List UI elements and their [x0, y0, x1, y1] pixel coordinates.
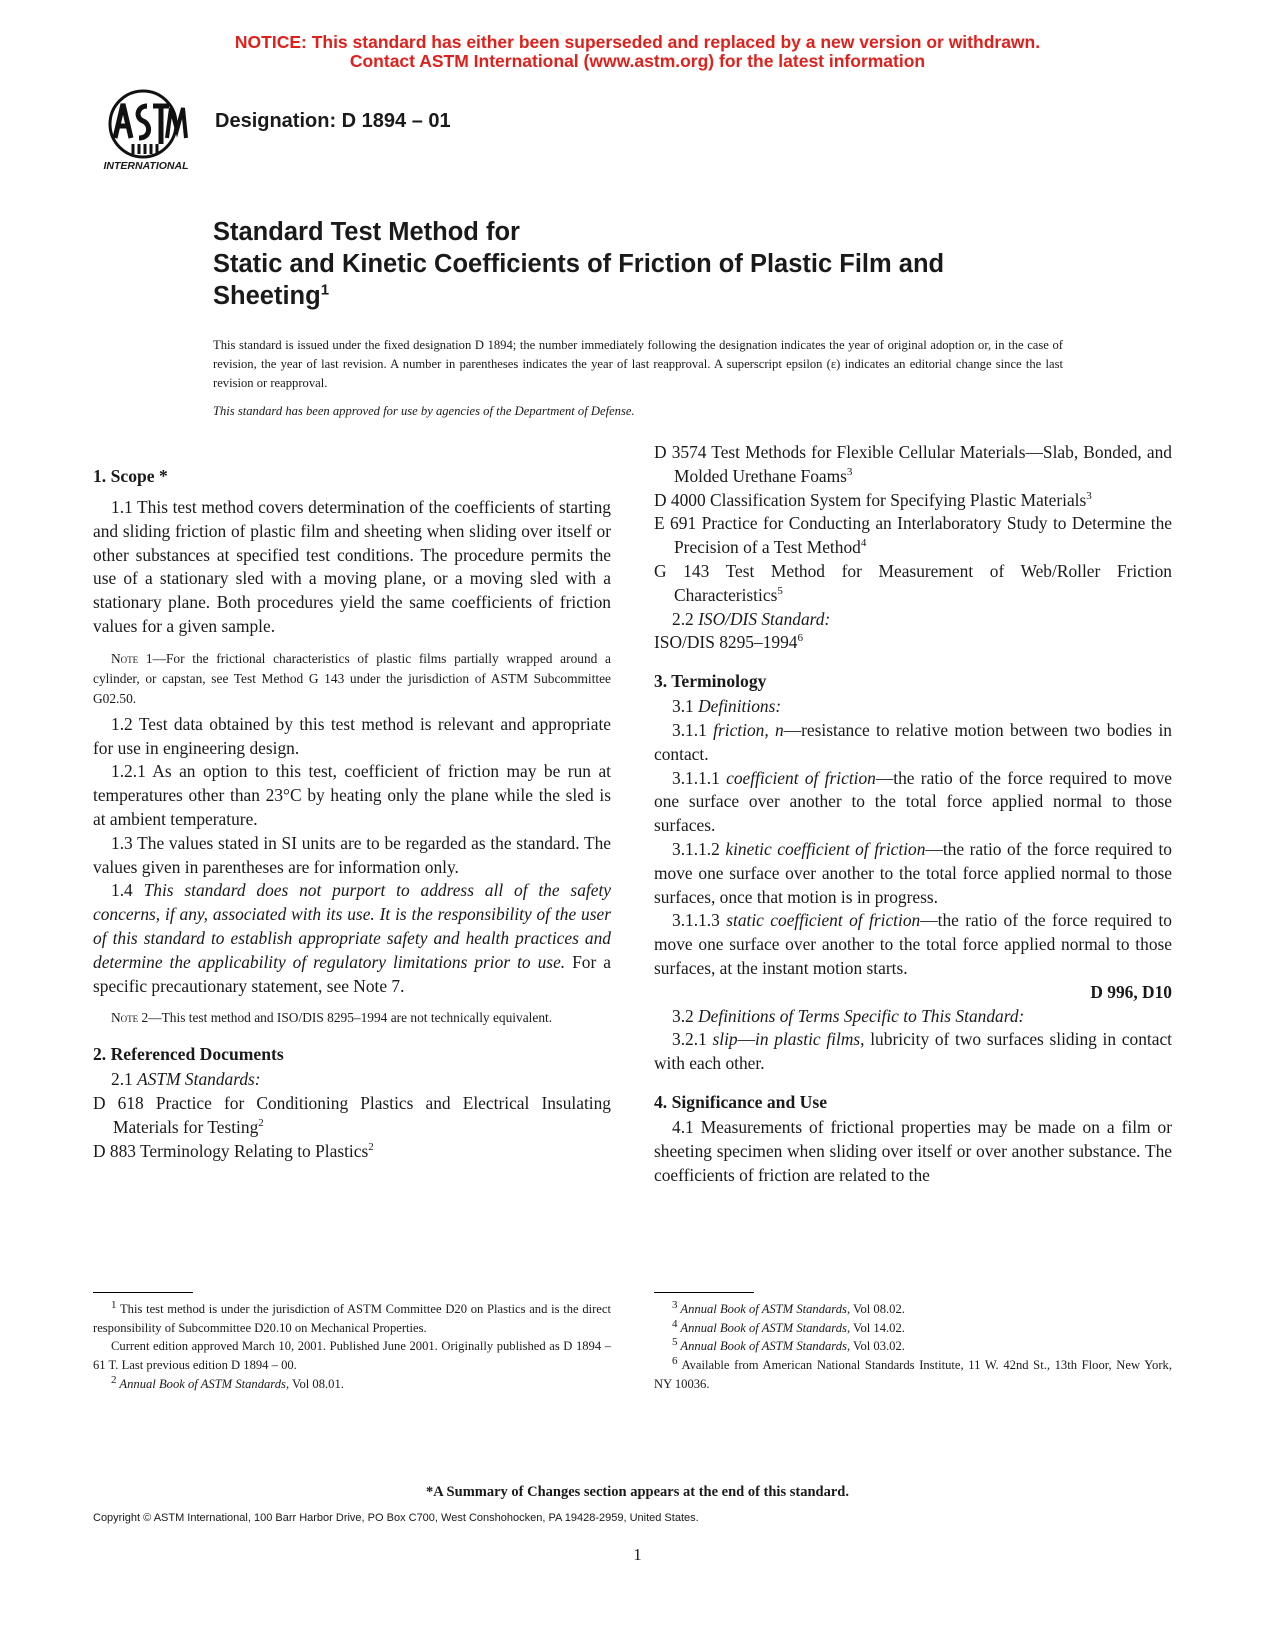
- ref-e691-text: E 691 Practice for Conducting an Interlaboratory Study to Determine the Precision of a Test Method: [654, 513, 1172, 558]
- note-2-label: Note: [111, 1010, 139, 1026]
- document-title: [213, 216, 1093, 312]
- para-3-1-1-2-text: —the ratio of the force required to move one surface over another to the total force applied normal to those surfaces, once that motion is in progress.: [654, 838, 1173, 907]
- para-1-3: 1.3 The values stated in SI units are to be regarded as the standard. The values given in parentheses are for information only.: [93, 832, 611, 877]
- para-3-1-1-2: [654, 838, 1172, 909]
- footnote-6-text: Available from American National Standards Institute, 11 W. 42nd St., 13th Floor, New York, NY 10036.: [654, 1358, 1172, 1391]
- para-3-1-1-text: —resistance to relative motion between two bodies in contact.: [654, 719, 1172, 764]
- para-3-1-label: Definitions:: [698, 696, 782, 717]
- footnote-2: [93, 1375, 611, 1394]
- ref-d3574-sup: 3: [846, 466, 853, 478]
- ref-g143-text: G 143 Test Method for Measurement of Web/Roller Friction Characteristics: [654, 560, 1172, 605]
- right-column: [654, 441, 1172, 1187]
- dod-approval-note: This standard has been approved for use by agencies of the Department of Defense.: [213, 404, 635, 418]
- para-1-4-caveat: This standard does not purport to address all of the safety concerns, if any, associated with its use. It is the responsibility of the user of this standard to establish appropriate safety and health practices and determine the applicability of regulatory limitations prior to use.: [93, 880, 611, 972]
- logo-subtext: INTERNATIONAL: [103, 160, 189, 172]
- section-significance-heading: 4. Significance and Use: [654, 1091, 828, 1112]
- ref-d4000-text: D 4000 Classification System for Specifying Plastic Materials: [654, 489, 1087, 510]
- para-1-4-num: 1.4: [111, 880, 144, 901]
- note-2-text: 2—This test method and ISO/DIS 8295–1994 are not technically equivalent.: [138, 1010, 553, 1026]
- para-3-2: [654, 1005, 1172, 1029]
- note-1-text: 1—For the frictional characteristics of plastic films partially wrapped around a cylinder, or capstan, see Test Method G 143 under the jurisdiction of ASTM Subcommittee G02.50.: [93, 650, 611, 706]
- para-3-1-1-3-text: —the ratio of the force required to move one surface over another to the total force applied normal to those surfaces, at the instant motion starts.: [654, 910, 1173, 978]
- ref-d3574: [654, 441, 1172, 489]
- para-1-1: 1.1 This test method covers determination of the coefficients of starting and sliding friction of plastic film and sheeting when sliding over itself or other substances at specified test conditions. The procedure permits the use of a stationary sled with a moving plane, or a moving sled with a stationary plane. Both procedures yield the same coefficients of friction values for a given sample.: [93, 497, 611, 636]
- para-3-1-1-term: friction, n: [713, 719, 784, 740]
- page-number: 1: [633, 1545, 642, 1564]
- title-line-3: [213, 280, 1093, 312]
- footnote-3-text: , Vol 08.02.: [846, 1302, 905, 1316]
- footnotes-left: [93, 1300, 611, 1394]
- ref-d4000: [654, 489, 1172, 513]
- para-3-1-1-2-num: 3.1.1.2: [672, 838, 726, 859]
- footnote-1: [93, 1300, 611, 1337]
- footnote-1-mark: 1: [111, 1298, 117, 1311]
- footnote-2-text: , Vol 08.01.: [285, 1376, 344, 1391]
- footnote-6-mark: 6: [672, 1354, 678, 1367]
- para-2-1: [93, 1068, 611, 1092]
- ref-d883-sup: 2: [368, 1140, 374, 1153]
- summary-of-changes-note: *A Summary of Changes section appears at the end of this standard.: [426, 1484, 849, 1500]
- para-3-2-1: [654, 1028, 1172, 1076]
- section-refdocs-heading: 2. Referenced Documents: [93, 1044, 284, 1065]
- ref-d618: [93, 1092, 611, 1140]
- section-terminology-heading: 3. Terminology: [654, 671, 767, 692]
- ref-d883-text: D 883 Terminology Relating to Plastics: [93, 1140, 369, 1161]
- para-3-1-1-1-num: 3.1.1.1: [672, 767, 727, 788]
- para-3-1-1-3: [654, 909, 1172, 980]
- footnote-rule-left: [93, 1292, 193, 1293]
- para-2-2: [654, 608, 1172, 632]
- copyright: Copyright © ASTM International, 100 Barr Harbor Drive, PO Box C700, West Conshohocken, PA 19428-2959, United States.: [93, 1512, 699, 1524]
- para-3-1-1-num: 3.1.1: [672, 719, 714, 740]
- footnote-rule-right: [654, 1292, 754, 1293]
- para-2-1-label: ASTM Standards:: [137, 1069, 261, 1090]
- para-3-2-1-qualifier: in plastic films: [755, 1029, 861, 1050]
- footnote-4-text: , Vol 14.02.: [846, 1320, 905, 1335]
- ref-iso-sup: 6: [797, 632, 803, 645]
- footnote-1-text: This test method is under the jurisdiction of ASTM Committee D20 on Plastics and is the direct responsibility of Subcommittee D20.10 on Mechanical Properties.: [93, 1302, 611, 1335]
- footnotes-right: [654, 1300, 1172, 1394]
- astm-logo: [93, 88, 199, 182]
- notice-banner: [0, 33, 1275, 71]
- ref-g143: [654, 560, 1172, 608]
- para-1-2: 1.2 Test data obtained by this test method is relevant and appropriate for use in engineering design.: [93, 713, 611, 758]
- para-3-1-num: 3.1: [672, 696, 699, 717]
- para-4-1: 4.1 Measurements of frictional properties may be made on a film or sheeting specimen when sliding over itself or over another substance. The coefficients of friction are related to the: [654, 1116, 1172, 1185]
- footnote-5-mark: 5: [672, 1336, 678, 1349]
- para-1-4-rest: For a specific precautionary statement, see Note 7.: [93, 951, 612, 996]
- para-3-2-1-text: , lubricity of two surfaces sliding in contact with each other.: [654, 1029, 1172, 1074]
- footnote-1-edition: Current edition approved March 10, 2001. Published June 2001. Originally published as D 1894 – 61 T. Last previous edition D 1894 – 00.: [93, 1339, 611, 1373]
- para-3-2-1-term: slip: [712, 1029, 738, 1050]
- para-2-1-num: 2.1: [111, 1069, 138, 1090]
- para-2-2-num: 2.2: [672, 608, 699, 629]
- footnote-5-source: Annual Book of ASTM Standards: [677, 1339, 847, 1354]
- footnote-4: [654, 1319, 1172, 1338]
- ref-g143-sup: 5: [777, 584, 783, 597]
- para-3-1-1-3-term: static coefficient of friction: [726, 910, 921, 931]
- para-1-4: [93, 879, 611, 998]
- title-line-1: Standard Test Method for: [213, 218, 520, 246]
- notice-line-2: Contact ASTM International (www.astm.org) for the latest information: [349, 51, 926, 71]
- ref-d618-text: D 618 Practice for Conditioning Plastics and Electrical Insulating Materials for Testing: [93, 1093, 611, 1137]
- para-1-2-1: 1.2.1 As an option to this test, coefficient of friction may be run at temperatures other than 23°C by heating only the plane while the sled is at ambient temperature.: [93, 761, 611, 829]
- footnote-3-mark: 3: [672, 1298, 678, 1311]
- para-3-1-1-3-num: 3.1.1.3: [672, 910, 727, 931]
- para-3-1-1-3-ref: D 996, D10: [1090, 981, 1172, 1002]
- ref-e691: [654, 512, 1172, 560]
- para-3-2-1-dash: —: [737, 1029, 756, 1050]
- note-1-label: Note: [111, 650, 139, 666]
- note-1: [93, 649, 611, 709]
- preamble-text: This standard is issued under the fixed designation D 1894; the number immediately following the designation indicates the year of original adoption or, in the case of revision, the year of last revision. A number in parentheses indicates the year of last reapproval. A superscript epsilon (ε) indicates an editorial change since the last revision or reapproval.: [213, 338, 1063, 390]
- section-scope-heading: 1. Scope *: [93, 466, 168, 486]
- ref-d618-sup: 2: [258, 1117, 264, 1130]
- para-3-2-num: 3.2: [672, 1005, 699, 1026]
- footnote-2-mark: 2: [111, 1373, 117, 1386]
- footnote-6: [654, 1356, 1172, 1393]
- para-2-2-label: ISO/DIS Standard:: [698, 608, 831, 629]
- para-3-1: [654, 695, 1172, 719]
- left-column: [93, 464, 611, 1164]
- footnote-5-text: , Vol 03.02.: [846, 1339, 905, 1354]
- para-3-1-1-2-term: kinetic coefficient of friction: [725, 838, 926, 859]
- para-3-1-1-1-text: —the ratio of the force required to move one surface over another to the total force applied normal to those surfaces.: [654, 767, 1172, 836]
- ref-iso: [654, 631, 1172, 655]
- para-3-1-1-1: [654, 767, 1172, 838]
- footnote-3-source: Annual Book of ASTM Standards: [677, 1302, 847, 1316]
- ref-e691-sup: 4: [860, 537, 867, 550]
- footnote-4-mark: 4: [672, 1317, 678, 1330]
- footnote-2-source: Annual Book of ASTM Standards: [116, 1376, 286, 1391]
- title-line-3-text: Sheeting: [213, 282, 321, 310]
- ref-iso-text: ISO/DIS 8295–1994: [654, 632, 798, 653]
- para-3-2-1-num: 3.2.1: [672, 1029, 713, 1050]
- notice-line-1: NOTICE: This standard has either been superseded and replaced by a new version or withdrawn.: [234, 32, 1041, 52]
- footnote-3: [654, 1300, 1172, 1319]
- footnote-5: [654, 1337, 1172, 1356]
- ref-d883: [93, 1140, 611, 1164]
- title-line-2: Static and Kinetic Coefficients of Friction of Plastic Film and: [213, 250, 945, 278]
- designation: Designation: D 1894 – 01: [215, 110, 451, 132]
- ref-d3574-text: D 3574 Test Methods for Flexible Cellular Materials—Slab, Bonded, and Molded Urethane Foams: [654, 442, 1172, 486]
- para-3-1-1: [654, 719, 1172, 767]
- ref-d4000-sup: 3: [1086, 489, 1092, 502]
- footnote-4-source: Annual Book of ASTM Standards: [677, 1320, 847, 1335]
- para-3-1-1-1-term: coefficient of friction: [726, 767, 876, 788]
- title-footnote-mark: 1: [320, 281, 330, 299]
- para-3-2-label: Definitions of Terms Specific to This Standard:: [698, 1005, 1025, 1026]
- note-2: [93, 1008, 611, 1028]
